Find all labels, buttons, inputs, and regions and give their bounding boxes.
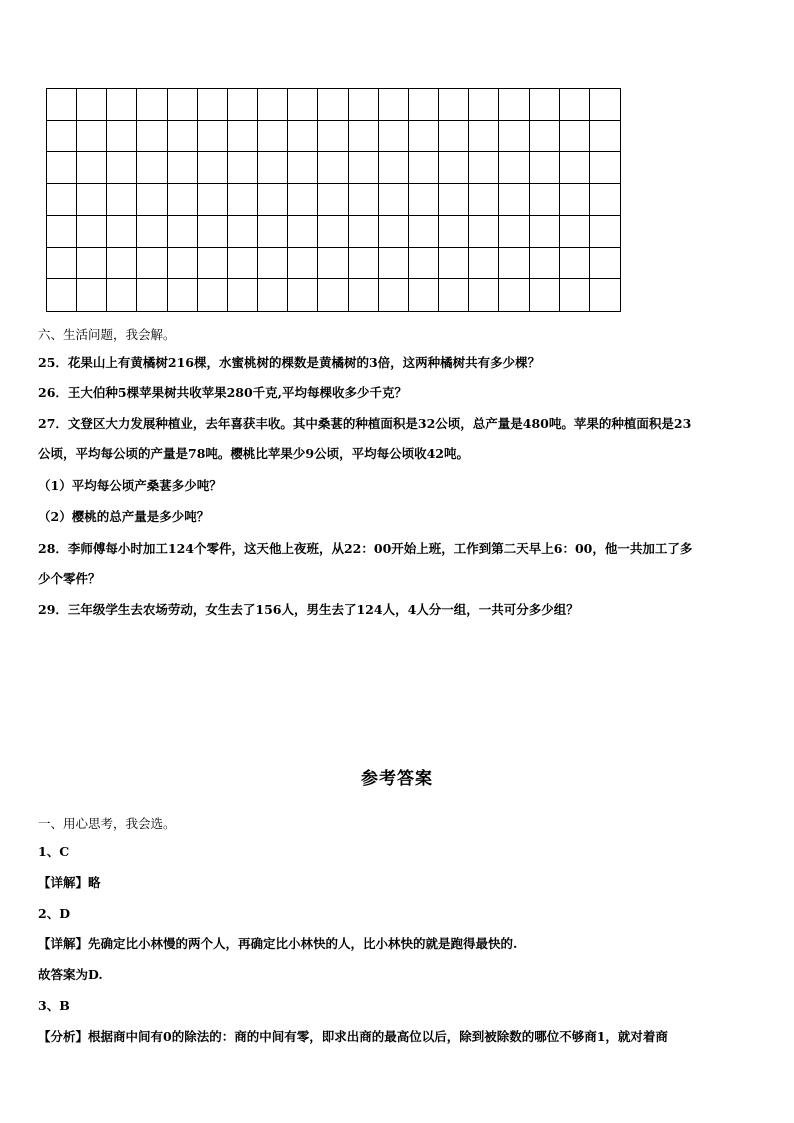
question-25: 25．花果山上有黄橘树216棵，水蜜桃树的棵数是黄橘树的3倍，这两种橘树共有多少棵？ [38, 355, 541, 370]
grid-cell [469, 216, 499, 248]
grid-cell [198, 89, 228, 121]
grid-cell [439, 248, 469, 280]
grid-cell [258, 121, 288, 153]
grid-cell [349, 152, 379, 184]
grid-cell [590, 121, 620, 153]
grid-cell [47, 121, 77, 153]
grid-cell [530, 184, 560, 216]
grid-cell [409, 184, 439, 216]
grid-cell [560, 248, 590, 280]
question-27-part-1: （1）平均每公顷产桑葚多少吨？ [38, 478, 222, 493]
grid-cell [228, 89, 258, 121]
grid-cell [77, 216, 107, 248]
grid-cell [439, 121, 469, 153]
grid-cell [168, 248, 198, 280]
grid-cell [288, 121, 318, 153]
grid-cell [409, 248, 439, 280]
grid-cell [228, 216, 258, 248]
grid-cell [379, 248, 409, 280]
grid-cell [499, 121, 529, 153]
grid-cell [530, 216, 560, 248]
grid-cell [409, 152, 439, 184]
grid-cell [409, 216, 439, 248]
grid-cell [560, 89, 590, 121]
grid-cell [379, 89, 409, 121]
grid-cell [349, 89, 379, 121]
answers-section-1-heading: 一、用心思考，我会选。 [38, 816, 176, 831]
grid-cell [168, 279, 198, 311]
grid-cell [107, 279, 137, 311]
grid-cell [349, 184, 379, 216]
grid-cell [258, 184, 288, 216]
grid-cell [288, 279, 318, 311]
grid-cell [168, 216, 198, 248]
grid-cell [198, 216, 228, 248]
grid-cell [137, 152, 167, 184]
grid-cell [288, 184, 318, 216]
grid-cell [560, 184, 590, 216]
grid-cell [77, 152, 107, 184]
grid-cell [77, 279, 107, 311]
question-26: 26．王大伯种5棵苹果树共收苹果280千克,平均每棵收多少千克？ [38, 385, 408, 400]
grid-cell [499, 279, 529, 311]
answer-3-analysis: 【分析】根据商中间有0的除法的：商的中间有零，即求出商的最高位以后，除到被除数的哪位不够商1，就对着商 [38, 1029, 668, 1044]
grid-cell [228, 152, 258, 184]
grid-cell [77, 121, 107, 153]
grid-cell [499, 152, 529, 184]
grid-cell [288, 89, 318, 121]
grid-cell [499, 216, 529, 248]
grid-cell [47, 248, 77, 280]
grid-cell [439, 279, 469, 311]
grid-cell [107, 184, 137, 216]
answer-2: 2、D [38, 906, 71, 921]
grid-cell [409, 89, 439, 121]
question-27-line-1: 27．文登区大力发展种植业，去年喜获丰收。其中桑葚的种植面积是32公顷，总产量是480吨。苹果的种植面积是23 [38, 416, 692, 431]
grid-cell [318, 121, 348, 153]
grid-cell [168, 89, 198, 121]
grid-cell [318, 89, 348, 121]
grid-cell [349, 279, 379, 311]
grid-cell [107, 121, 137, 153]
grid-cell [590, 89, 620, 121]
grid-cell [107, 248, 137, 280]
writing-grid [46, 88, 621, 312]
grid-cell [590, 248, 620, 280]
grid-cell [228, 248, 258, 280]
grid-cell [137, 184, 167, 216]
grid-cell [258, 216, 288, 248]
grid-cell [590, 152, 620, 184]
grid-cell [349, 216, 379, 248]
grid-cell [107, 89, 137, 121]
grid-cell [469, 248, 499, 280]
grid-cell [77, 184, 107, 216]
grid-cell [379, 121, 409, 153]
grid-cell [198, 152, 228, 184]
grid-cell [47, 89, 77, 121]
grid-cell [499, 184, 529, 216]
grid-cell [168, 152, 198, 184]
grid-cell [107, 152, 137, 184]
grid-cell [560, 279, 590, 311]
grid-cell [318, 152, 348, 184]
grid-cell [379, 216, 409, 248]
answer-1-detail: 【详解】略 [38, 875, 101, 890]
section-6-heading: 六、生活问题，我会解。 [38, 327, 176, 342]
answer-2-detail: 【详解】先确定比小林慢的两个人，再确定比小林快的人，比小林快的就是跑得最快的. [38, 936, 518, 951]
grid-cell [137, 216, 167, 248]
answer-3: 3、B [38, 998, 70, 1013]
grid-cell [439, 89, 469, 121]
grid-cell [439, 184, 469, 216]
grid-cell [469, 89, 499, 121]
question-28-line-1: 28．李师傅每小时加工124个零件，这天他上夜班，从22：00开始上班，工作到第二天早上6：00，他一共加工了多 [38, 541, 693, 556]
grid-cell [469, 279, 499, 311]
grid-cell [198, 121, 228, 153]
grid-cell [318, 184, 348, 216]
grid-cell [379, 279, 409, 311]
grid-cell [288, 216, 318, 248]
grid-cell [288, 248, 318, 280]
grid-cell [530, 152, 560, 184]
grid-cell [530, 248, 560, 280]
answer-1: 1、C [38, 844, 70, 859]
grid-cell [469, 184, 499, 216]
grid-cell [590, 184, 620, 216]
grid-cell [77, 89, 107, 121]
grid-cell [499, 248, 529, 280]
grid-cell [288, 152, 318, 184]
grid-cell [47, 279, 77, 311]
grid-cell [258, 89, 288, 121]
grid-cell [137, 279, 167, 311]
grid-cell [107, 216, 137, 248]
grid-cell [47, 152, 77, 184]
grid-cell [228, 184, 258, 216]
grid-cell [409, 279, 439, 311]
grid-cell [469, 121, 499, 153]
grid-cell [379, 184, 409, 216]
grid-cell [499, 89, 529, 121]
grid-cell [318, 248, 348, 280]
grid-cell [560, 216, 590, 248]
grid-cell [198, 184, 228, 216]
answer-2-conclusion: 故答案为D. [38, 967, 103, 982]
grid-cell [439, 152, 469, 184]
question-27-line-2: 公顷，平均每公顷的产量是78吨。樱桃比苹果少9公顷，平均每公顷收42吨。 [38, 446, 469, 461]
grid-cell [349, 248, 379, 280]
grid-cell [409, 121, 439, 153]
grid-cell [258, 248, 288, 280]
grid-cell [137, 121, 167, 153]
grid-cell [379, 152, 409, 184]
grid-cell [530, 121, 560, 153]
grid-cell [469, 152, 499, 184]
grid-cell [560, 152, 590, 184]
grid-cell [318, 216, 348, 248]
grid-cell [77, 248, 107, 280]
grid-cell [439, 216, 469, 248]
grid-cell [228, 279, 258, 311]
question-28-line-2: 少个零件？ [38, 571, 101, 586]
grid-cell [590, 279, 620, 311]
answers-title: 参考答案 [361, 769, 433, 789]
grid-cell [560, 121, 590, 153]
grid-cell [137, 89, 167, 121]
grid-cell [198, 279, 228, 311]
grid-cell [168, 121, 198, 153]
question-27-part-2: （2）樱桃的总产量是多少吨？ [38, 509, 210, 524]
grid-cell [47, 216, 77, 248]
grid-cell [228, 121, 258, 153]
grid-cell [318, 279, 348, 311]
grid-cell [198, 248, 228, 280]
question-29: 29．三年级学生去农场劳动，女生去了156人，男生去了124人，4人分一组，一共可分多少组？ [38, 602, 579, 617]
grid-cell [47, 184, 77, 216]
grid-cell [168, 184, 198, 216]
grid-cell [530, 279, 560, 311]
grid-cell [349, 121, 379, 153]
grid-cell [258, 279, 288, 311]
grid-cell [590, 216, 620, 248]
grid-cell [530, 89, 560, 121]
grid-cell [137, 248, 167, 280]
grid-cell [258, 152, 288, 184]
